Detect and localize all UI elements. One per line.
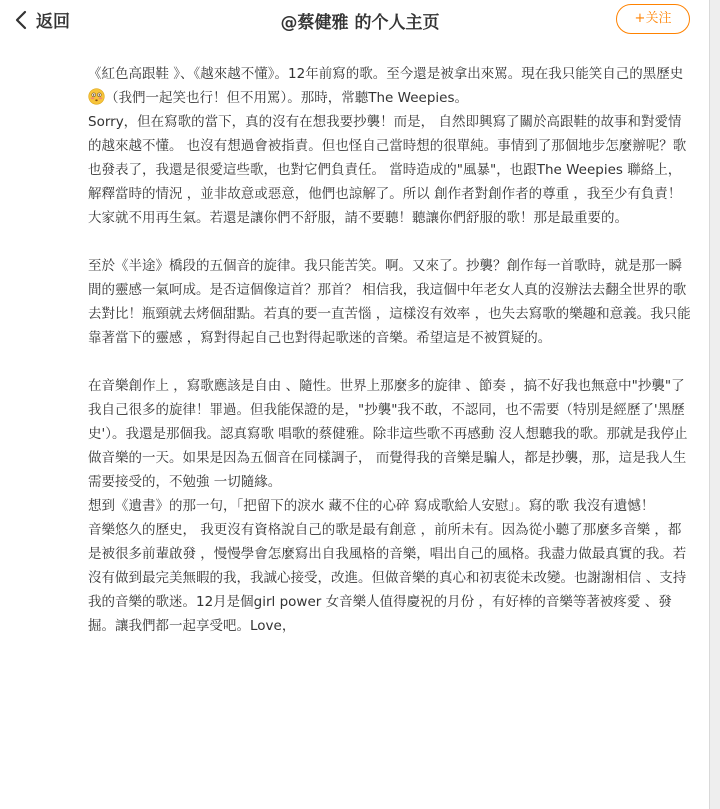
scrollbar[interactable] [709, 0, 720, 809]
back-label: 返回 [36, 12, 70, 32]
post-paragraph: 在音樂創作上 ，寫歌應該是自由 、隨性。世界上那麼多的旋律 、節奏 ，搞不好我也無意中"抄襲"了我自己很多的旋律！罪過。但我能保證的是，"抄襲"我不敢，不認同，也不需要（特別是經歷了'黑歷史'）。我還是那個我。認真寫歌 唱歌的蔡健雅。除非這些歌不再感動 沒人想聽我的歌。那就是我停止做音樂的一天。如果是因為五個音在同樣調子， 而覺得我的音樂是騙人，都是抄襲，那，這是我人生需要接受的，不勉強 一切隨緣。 [88, 378, 688, 490]
paragraph-spacer [88, 230, 694, 254]
post-paragraph [88, 62, 694, 110]
follow-button[interactable]: +关注 [616, 4, 690, 34]
post-text: 《紅色高跟鞋 》、《越來越不懂》。12年前寫的歌。至今還是被拿出來罵。現在我只能笑自己的黑歷史 [88, 66, 684, 82]
post-paragraph: 至於《半途》橋段的五個音的旋律。我只能苦笑。啊。又來了。抄襲？創作每一首歌時，就是那一瞬間的靈感一氣呵成。是否這個像這首？那首？ 相信我，我這個中年老女人真的沒辦法去翻全世界的歌去對比！瓶頸就去烤個甜點。若真的要一直苦惱 ，這樣沒有效率 ，也失去寫歌的樂趣和意義。我只能靠著當下的靈感 ，寫對得起自己也對得起歌迷的音樂。希望這是不被質疑的。 [88, 258, 691, 346]
post-paragraph: 想到《遺書》的那一句，「把留下的淚水 藏不住的心碎 寫成歌給人安慰」。寫的歌 我沒有遺憾！ [88, 498, 655, 514]
flushed-face-emoji-icon [88, 88, 105, 105]
post-paragraph: Sorry，但在寫歌的當下，真的沒有在想我要抄襲！而是， 自然即興寫了關於高跟鞋的故事和對愛情的越來越不懂。 也沒有想過會被指責。但也怪自己當時想的很單純。事情到了那個地步怎麼辦呢？歌也發表了，我還是很愛這些歌，也對它們負責任。 當時造成的"風暴"，也跟The Weepies 聯絡上， 解釋當時的情況 ，並非故意或惡意，他們也諒解了。所以 創作者對創作者的尊重 ，我至少有負責！大家就不用再生氣。若還是讓你們不舒服，請不要聽！聽讓你們舒服的歌！那是最重要的。 [88, 114, 687, 226]
post-text: （我們一起笑也行！但不用罵）。那時，常聽The Weepies。 [105, 90, 468, 106]
top-navigation-bar [0, 0, 720, 42]
paragraph-spacer [88, 350, 694, 374]
post-paragraph: 音樂悠久的歷史， 我更沒有資格說自己的歌是最有創意 ，前所未有。因為從小聽了那麼多音樂 ，都是被很多前輩啟發 ，慢慢學會怎麼寫出自我風格的音樂，唱出自己的風格。我盡力做最真實的我。若沒有做到最完美無暇的我，我誠心接受，改進。但做音樂的真心和初衷從未改變。也謝謝相信 、支持我的音樂的歌迷。12月是個girl power 女音樂人值得慶祝的月份 ，有好棒的音樂等著被疼愛 、發掘。讓我們都一起享受吧。Love， [88, 522, 687, 634]
page-title: @蔡健雅 的个人主页 [280, 13, 440, 33]
post-body [88, 62, 694, 638]
